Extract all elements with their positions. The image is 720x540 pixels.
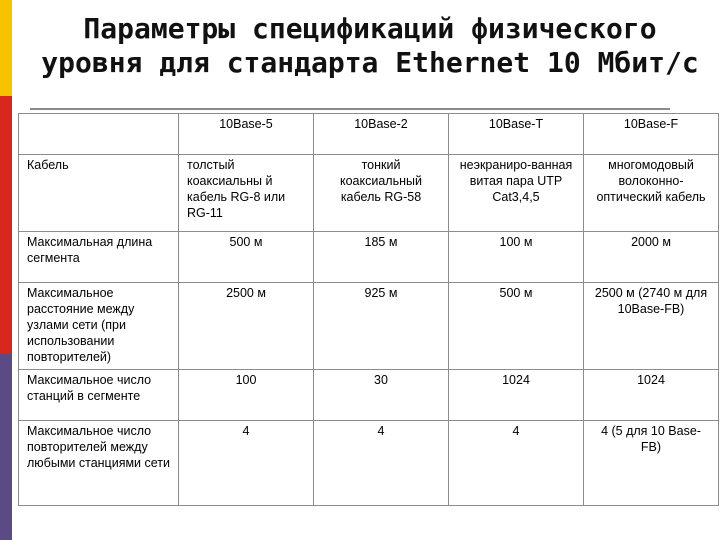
table-cell: 100 [179, 370, 314, 421]
table-cell: 100 м [449, 232, 584, 283]
table-header-row [19, 114, 719, 155]
column-header: 10Base-2 [314, 114, 449, 155]
table-cell: 4 [179, 421, 314, 506]
title-divider [30, 108, 670, 110]
slide-title: Параметры спецификаций физического уровня для стандарта Ethernet 10 Мбит/с [41, 12, 699, 79]
table-cell: толстый коаксиальны й кабель RG-8 или RG-11 [179, 155, 314, 232]
table-cell: 4 [449, 421, 584, 506]
table-cell: 4 [314, 421, 449, 506]
column-header: 10Base-T [449, 114, 584, 155]
table-cell: 500 м [449, 283, 584, 370]
accent-stripe-yellow [0, 0, 12, 96]
row-label: Максимальное расстояние между узлами сети (при использовании повторителей) [19, 283, 179, 370]
table-row [19, 370, 719, 421]
row-label: Максимальное число станций в сегменте [19, 370, 179, 421]
column-header: 10Base-F [584, 114, 719, 155]
row-label: Максимальное число повторителей между любыми станциями сети [19, 421, 179, 506]
accent-stripe-red [0, 96, 12, 354]
table-cell: 500 м [179, 232, 314, 283]
spec-table [18, 113, 719, 506]
table-cell: 30 [314, 370, 449, 421]
table-row [19, 421, 719, 506]
table-cell: 925 м [314, 283, 449, 370]
table-cell: 2500 м [179, 283, 314, 370]
table-cell: неэкраниро-ванная витая пара UTP Cat3,4,5 [449, 155, 584, 232]
row-label: Кабель [19, 155, 179, 232]
table-row [19, 283, 719, 370]
column-header: 10Base-5 [179, 114, 314, 155]
table-cell: тонкий коаксиальный кабель RG-58 [314, 155, 449, 232]
accent-stripe-purple [0, 354, 12, 540]
table-row [19, 232, 719, 283]
table-cell: 1024 [584, 370, 719, 421]
table-cell: 185 м [314, 232, 449, 283]
table-corner-cell [19, 114, 179, 155]
table-cell: 1024 [449, 370, 584, 421]
table-row [19, 155, 719, 232]
row-label: Максимальная длина сегмента [19, 232, 179, 283]
table-cell: 4 (5 для 10 Base-FB) [584, 421, 719, 506]
table-cell: многомодовый волоконно-оптический кабель [584, 155, 719, 232]
table-cell: 2000 м [584, 232, 719, 283]
table-cell: 2500 м (2740 м для 10Base-FB) [584, 283, 719, 370]
